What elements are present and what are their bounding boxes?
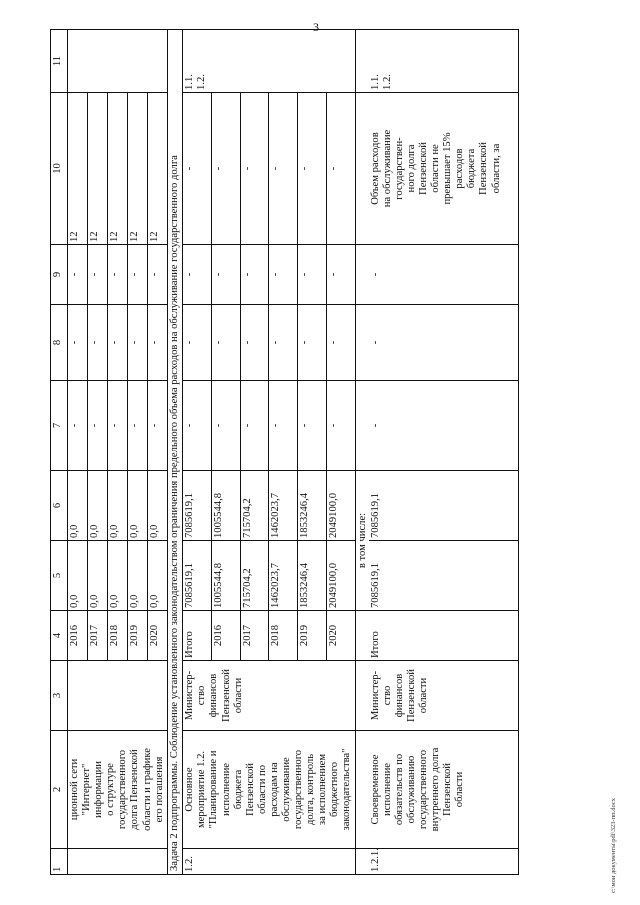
value-cell: -	[269, 245, 298, 305]
link-cell	[68, 30, 168, 93]
year-cell: 2018	[269, 611, 298, 661]
value-cell: -	[326, 305, 355, 381]
value-cell: -	[298, 305, 327, 381]
value-cell: 0,0	[107, 541, 127, 611]
header-cell: 7	[51, 381, 68, 471]
value-cell: -	[211, 381, 240, 471]
value-cell: -	[127, 245, 147, 305]
indicator-cell: 12	[127, 93, 147, 245]
value-cell	[355, 381, 369, 471]
measure-name-cell: Основное мероприятие 1.2. "Планирование и исполнение бюджета Пензенской области по расходам на обслуживание государственного долга, контроль за исполнением бюджетного законодательства"	[183, 731, 355, 849]
indicator-cell: -	[269, 93, 298, 245]
value-cell: 1462023,7	[269, 541, 298, 611]
value-cell: -	[107, 381, 127, 471]
indicator-cell: -	[298, 93, 327, 245]
value-cell: -	[87, 245, 107, 305]
value-cell: -	[369, 305, 519, 381]
indicator-cell: Объем расходов на обслуживание государствен- ного долга Пензенской области не превышает 15% расходов бюджета Пензенской области, за	[369, 93, 519, 245]
value-cell: -	[326, 245, 355, 305]
indicator-cell: -	[183, 93, 212, 245]
value-cell: -	[211, 245, 240, 305]
measure-name-cell	[355, 731, 369, 849]
value-cell: 0,0	[68, 541, 88, 611]
including-note: в том числе:	[355, 471, 369, 611]
value-cell: -	[298, 381, 327, 471]
value-cell: -	[211, 305, 240, 381]
value-cell: -	[68, 305, 88, 381]
indicator-cell: -	[240, 93, 269, 245]
page-number: 3	[313, 20, 319, 34]
value-cell: -	[183, 245, 212, 305]
indicator-cell: 12	[87, 93, 107, 245]
value-cell: 1462023,7	[269, 471, 298, 541]
header-cell: 4	[51, 611, 68, 661]
value-cell: 7085619,1	[183, 541, 212, 611]
value-cell: 715704,2	[240, 471, 269, 541]
program-table-sheet	[50, 30, 630, 875]
measure-name-cell: Своевременное исполнение обязательств по обслуживанию государственного внутреннего долга Пензенской области	[369, 731, 519, 849]
note-row	[355, 30, 369, 875]
year-cell: 2018	[107, 611, 127, 661]
value-cell: 2049100,0	[326, 541, 355, 611]
value-cell: -	[269, 305, 298, 381]
measures-table	[50, 29, 519, 875]
link-cell	[355, 30, 369, 93]
value-cell: -	[269, 381, 298, 471]
value-cell: 7085619,1	[369, 541, 519, 611]
year-cell: 2019	[127, 611, 147, 661]
value-cell: 0,0	[68, 471, 88, 541]
value-cell: -	[369, 245, 519, 305]
value-cell: 1005544,8	[211, 471, 240, 541]
value-cell: -	[147, 245, 167, 305]
value-cell: 0,0	[127, 471, 147, 541]
value-cell: -	[87, 381, 107, 471]
value-cell: -	[240, 245, 269, 305]
executor-cell	[355, 661, 369, 731]
value-cell: 715704,2	[240, 541, 269, 611]
year-cell: 2017	[87, 611, 107, 661]
value-cell: -	[369, 381, 519, 471]
indicator-cell: -	[211, 93, 240, 245]
value-cell: -	[107, 305, 127, 381]
row-number-cell	[68, 849, 168, 875]
table-row	[68, 30, 88, 875]
header-cell: 8	[51, 305, 68, 381]
value-cell: -	[127, 381, 147, 471]
value-cell: 1853246,4	[298, 541, 327, 611]
header-cell: 6	[51, 471, 68, 541]
table-row	[369, 30, 519, 875]
header-cell: 3	[51, 661, 68, 731]
value-cell: -	[68, 245, 88, 305]
header-row	[51, 30, 68, 875]
year-cell: 2020	[147, 611, 167, 661]
table-row	[183, 30, 212, 875]
value-cell: -	[127, 305, 147, 381]
header-cell: 1	[51, 849, 68, 875]
value-cell: 0,0	[127, 541, 147, 611]
value-cell: 0,0	[107, 471, 127, 541]
file-path-footer: c:\мои документы\pdf\323-пп.docx	[610, 798, 617, 893]
indicator-cell: -	[326, 93, 355, 245]
task-title: Задача 2 подпрограммы. Соблюдение установленного законодательством ограничения предельного объема расходов на обслуживание государственного долга	[167, 30, 183, 875]
value-cell: 0,0	[87, 541, 107, 611]
indicator-cell: 12	[68, 93, 88, 245]
value-cell: -	[147, 305, 167, 381]
indicator-cell: 12	[147, 93, 167, 245]
header-cell: 2	[51, 731, 68, 849]
value-cell: 1005544,8	[211, 541, 240, 611]
year-cell	[355, 611, 369, 661]
value-cell: -	[240, 305, 269, 381]
value-cell: 7085619,1	[183, 471, 212, 541]
value-cell: 0,0	[147, 471, 167, 541]
header-cell: 5	[51, 541, 68, 611]
value-cell: -	[183, 305, 212, 381]
section-title-row	[167, 30, 183, 875]
year-cell: Итого	[183, 611, 212, 661]
link-cell: 1.1. 1.2.	[183, 30, 355, 93]
value-cell: 2049100,0	[326, 471, 355, 541]
link-cell: 1.1. 1.2.	[369, 30, 519, 93]
value-cell: -	[68, 381, 88, 471]
value-cell: 0,0	[147, 541, 167, 611]
value-cell: -	[147, 381, 167, 471]
value-cell: -	[298, 245, 327, 305]
value-cell: 1853246,4	[298, 471, 327, 541]
year-cell: 2016	[68, 611, 88, 661]
year-cell: 2019	[298, 611, 327, 661]
header-cell: 11	[51, 30, 68, 93]
row-number-cell	[355, 849, 369, 875]
indicator-cell	[355, 93, 369, 245]
year-cell: 2020	[326, 611, 355, 661]
row-number-cell: 1.2.	[183, 849, 355, 875]
value-cell: -	[87, 305, 107, 381]
value-cell	[355, 305, 369, 381]
executor-cell: Министер- ство финансов Пензенской области	[369, 661, 519, 731]
value-cell: -	[183, 381, 212, 471]
value-cell: 7085619,1	[369, 471, 519, 541]
header-cell: 10	[51, 93, 68, 245]
value-cell: -	[326, 381, 355, 471]
measure-name-cell: ционной сети "Интернет" информации о структуре государственного долга Пензенской области и графике его погашения	[68, 731, 168, 849]
year-cell: Итого	[369, 611, 519, 661]
executor-cell: Министер- ство финансов Пензенской области	[183, 661, 355, 731]
value-cell: 0,0	[87, 471, 107, 541]
indicator-cell: 12	[107, 93, 127, 245]
executor-cell	[68, 661, 168, 731]
year-cell: 2016	[211, 611, 240, 661]
value-cell	[355, 245, 369, 305]
value-cell: -	[107, 245, 127, 305]
row-number-cell: 1.2.1.	[369, 849, 519, 875]
header-cell: 9	[51, 245, 68, 305]
value-cell: -	[240, 381, 269, 471]
year-cell: 2017	[240, 611, 269, 661]
